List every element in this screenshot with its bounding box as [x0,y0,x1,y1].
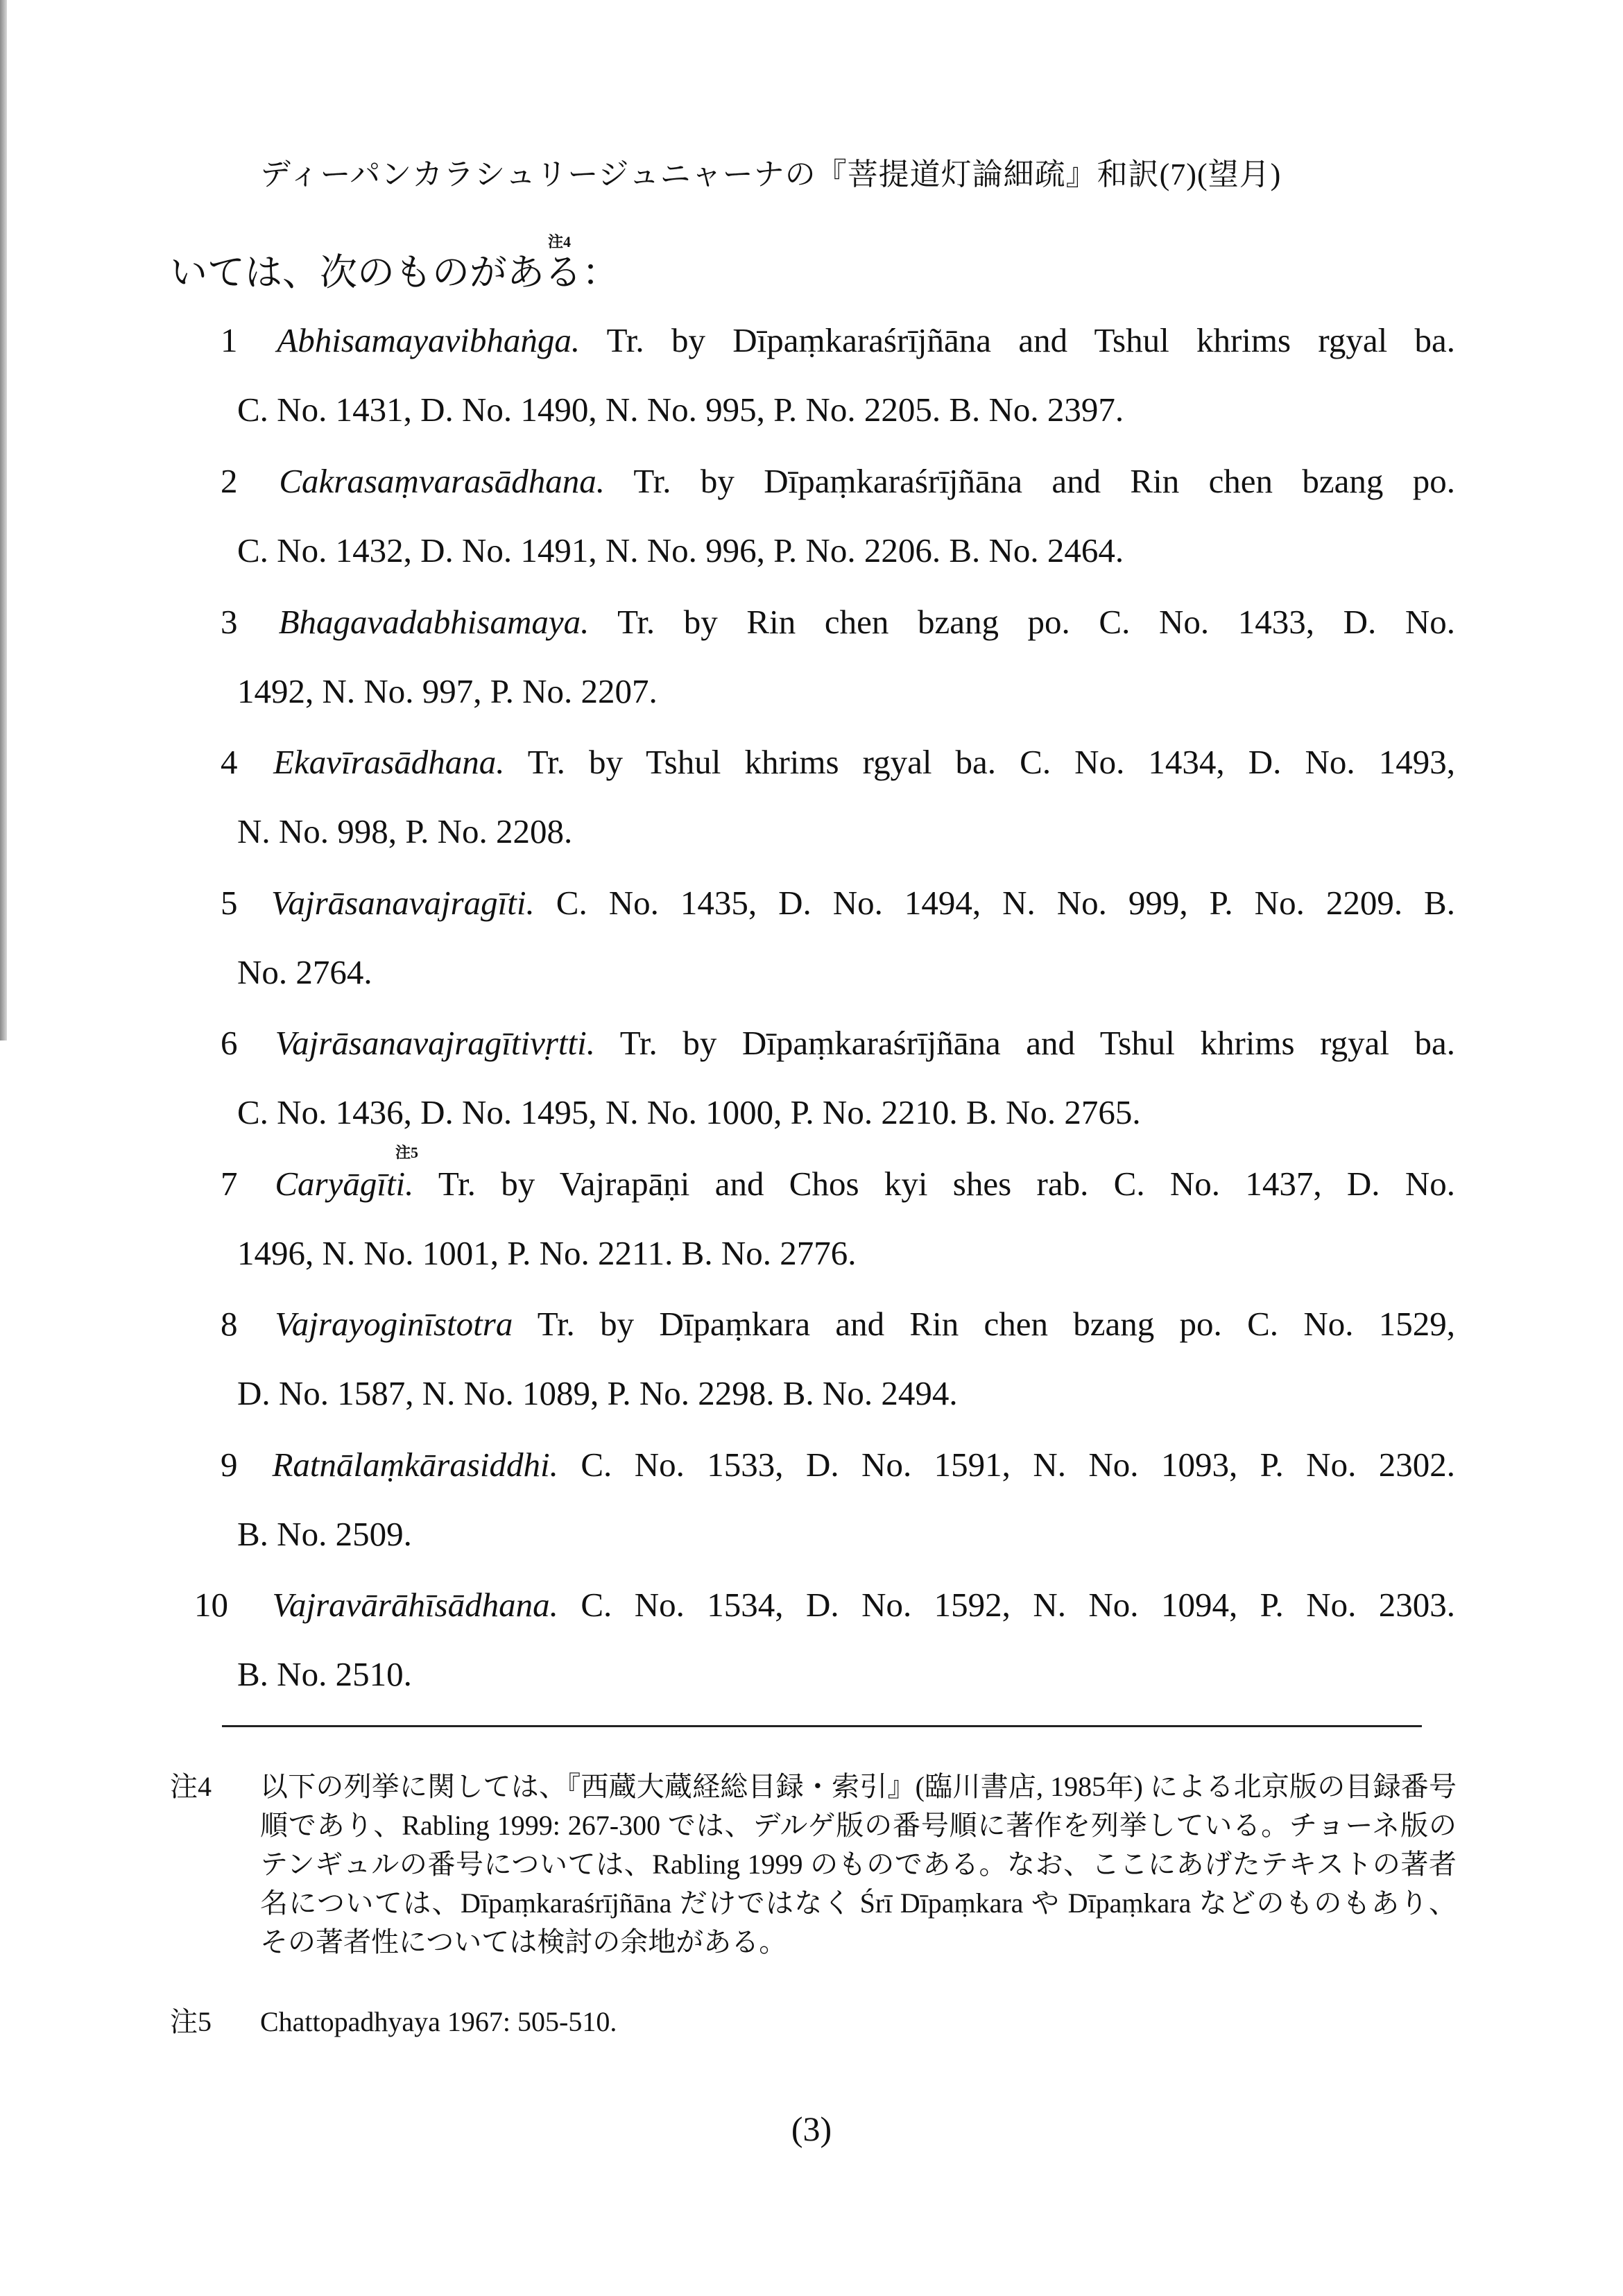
entry-translator: Tr. by Dīpaṃkaraśrījñāna and Tshul khrims rgyal ba. [619,1024,1455,1062]
footnote-divider [222,1725,1422,1727]
entry-number: 7 [221,1165,238,1203]
footnote-label: 注4 [170,1771,212,1802]
entry-line-2: B. No. 2509. [237,1515,412,1553]
entry-translator: Tr. by Tshul khrims rgyal ba. C. No. 1434, D. No. 1493, [527,743,1455,781]
footnote-label: 注5 [170,2006,212,2037]
entry-line-1 [221,602,1455,651]
entry-title: Abhisamayavibhaṅga. [277,321,581,359]
entry-title: Ratnālaṃkārasiddhi. [272,1446,558,1484]
intro-sentence: いては、次のものがある： [170,252,619,293]
entry-title: Vajrayoginīstotra [275,1305,513,1343]
entry-line-1 [221,883,1455,932]
entry-line-2: 1496, N. No. 1001, P. No. 2211. B. No. 2776. [237,1234,857,1272]
entry-catalog: C. No. 1435, D. No. 1494, N. No. 999, P. No. 2209. B. [556,884,1455,922]
footnote-text: Chattopadhyaya 1967: 505-510. [260,2006,617,2037]
entry-number: 8 [221,1305,238,1343]
entry-number: 6 [221,1024,238,1062]
entry-line-1 [221,1445,1455,1493]
entry-title: Vajrāsanavajragītivṛtti. [275,1024,596,1062]
entry-translator: Tr. by Vajrapāṇi and Chos kyi shes rab. C. No. 1437, D. No. [438,1165,1456,1203]
entry-translator: Tr. by Dīpaṃkaraśrījñāna and Rin chen bzang po. [633,462,1456,500]
entry-line-2: 1492, N. No. 997, P. No. 2207. [237,672,658,710]
entry-number: 5 [221,884,238,922]
entry-line-1 [194,1585,1456,1634]
entry-line-2: C. No. 1436, D. No. 1495, N. No. 1000, P. No. 2210. B. No. 2765. [237,1093,1141,1131]
entry-line-1 [221,320,1455,369]
footnote-text: 以下の列挙に関しては、『西蔵大蔵経総目録・索引』(臨川書店, 1985年) による北京版の目録番号順であり、Rabling 1999: 267-300 では、デルゲ版の番号順に著作を列挙している。チョーネ版のテンギュルの番号については、Rabling 1999 のものである。なお、ここにあげたテキストの著者名については、Dīpaṃkaraśrījñāna だけではなく Śrī Dīpaṃkara や Dīpaṃkara などのものもあり、その著者性については検討の余地がある。 [260,1771,1457,1957]
note-marker-4: 注4 [548,233,572,250]
entry-title: Ekavīrasādhana. [273,743,505,781]
entry-number: 4 [221,743,238,781]
entry-title: Cakrasaṃvarasādhana. [279,462,605,500]
entry-line-2: C. No. 1432, D. No. 1491, N. No. 996, P. No. 2206. B. No. 2464. [237,531,1124,569]
running-head: ディーパンカラシュリージュニャーナの『菩提道灯論細疏』和訳(7)(望月) [260,157,1282,191]
entry-translator: Tr. by Dīpaṃkara and Rin chen bzang po. C. No. 1529, [537,1305,1455,1343]
entry-title: Vajravārāhīsādhana. [272,1586,558,1624]
entry-line-1 [221,461,1455,510]
entry-translator: Tr. by Dīpaṃkaraśrījñāna and Tshul khrims rgyal ba. [606,321,1455,359]
entry-number: 3 [221,603,238,641]
entry-number: 2 [221,462,238,500]
entry-catalog: C. No. 1534, D. No. 1592, N. No. 1094, P. No. 2303. [581,1586,1456,1624]
entry-line-1 [221,1023,1455,1072]
entry-line-1 [221,1304,1455,1353]
entry-number: 10 [194,1586,228,1624]
page-number: (3) [791,2109,832,2148]
entry-number: 9 [221,1446,238,1484]
entry-title: Caryāgīti. [275,1165,414,1203]
entry-line-2: N. No. 998, P. No. 2208. [237,812,573,850]
entry-line-1 [221,1164,1455,1213]
entry-line-2: C. No. 1431, D. No. 1490, N. No. 995, P. No. 2205. B. No. 2397. [237,391,1124,429]
entry-title: Vajrāsanavajragīti. [271,884,535,922]
scan-edge [0,0,7,1040]
note-marker-5: 注5 [395,1144,419,1161]
entry-translator: Tr. by Rin chen bzang po. C. No. 1433, D. No. [617,603,1455,641]
entry-number: 1 [221,321,238,359]
footnote-4 [170,1767,1457,1962]
footnote-5 [170,2000,617,2039]
entry-title: Bhagavadabhisamaya. [278,603,590,641]
entry-line-2: No. 2764. [237,953,372,991]
entry-line-2: B. No. 2510. [237,1655,412,1693]
entry-catalog: C. No. 1533, D. No. 1591, N. No. 1093, P. No. 2302. [581,1446,1456,1484]
entry-line-1 [221,742,1455,791]
entry-line-2: D. No. 1587, N. No. 1089, P. No. 2298. B. No. 2494. [237,1374,958,1412]
